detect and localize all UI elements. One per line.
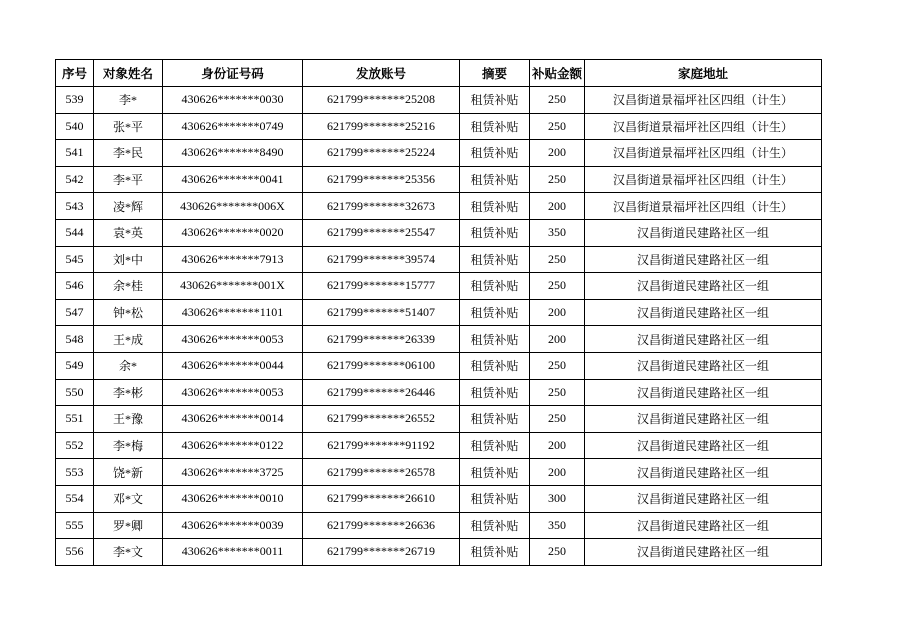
- table-row: [56, 166, 822, 193]
- cell-account: 621799*******26339: [303, 326, 460, 353]
- cell-amount: 200: [530, 140, 585, 167]
- cell-id-number: 430626*******0053: [163, 326, 303, 353]
- cell-index: 546: [56, 273, 94, 300]
- cell-account: 621799*******26610: [303, 485, 460, 512]
- cell-summary: 租赁补贴: [460, 246, 530, 273]
- cell-account: 621799*******25356: [303, 166, 460, 193]
- cell-name: 李*彬: [94, 379, 163, 406]
- cell-address: 汉昌街道民建路社区一组: [585, 379, 822, 406]
- cell-id-number: 430626*******0039: [163, 512, 303, 539]
- cell-amount: 200: [530, 299, 585, 326]
- cell-index: 539: [56, 87, 94, 114]
- cell-index: 549: [56, 352, 94, 379]
- cell-id-number: 430626*******0122: [163, 432, 303, 459]
- cell-account: 621799*******32673: [303, 193, 460, 220]
- cell-id-number: 430626*******0041: [163, 166, 303, 193]
- cell-address: 汉昌街道民建路社区一组: [585, 485, 822, 512]
- cell-address: 汉昌街道民建路社区一组: [585, 512, 822, 539]
- header-summary: 摘要: [460, 60, 530, 87]
- cell-summary: 租赁补贴: [460, 459, 530, 486]
- cell-address: 汉昌街道民建路社区一组: [585, 326, 822, 353]
- cell-address: 汉昌街道民建路社区一组: [585, 432, 822, 459]
- cell-account: 621799*******26552: [303, 406, 460, 433]
- cell-index: 543: [56, 193, 94, 220]
- cell-index: 542: [56, 166, 94, 193]
- cell-address: 汉昌街道景福坪社区四组（计生）: [585, 140, 822, 167]
- cell-id-number: 430626*******0044: [163, 352, 303, 379]
- cell-name: 罗*卿: [94, 512, 163, 539]
- cell-amount: 200: [530, 459, 585, 486]
- cell-summary: 租赁补贴: [460, 432, 530, 459]
- cell-summary: 租赁补贴: [460, 485, 530, 512]
- table-row: [56, 246, 822, 273]
- table-row: [56, 140, 822, 167]
- cell-account: 621799*******25216: [303, 113, 460, 140]
- cell-name: 张*平: [94, 113, 163, 140]
- cell-amount: 350: [530, 512, 585, 539]
- cell-index: 541: [56, 140, 94, 167]
- table-row: [56, 459, 822, 486]
- cell-name: 王*成: [94, 326, 163, 353]
- cell-account: 621799*******25208: [303, 87, 460, 114]
- cell-summary: 租赁补贴: [460, 352, 530, 379]
- header-amount: 补贴金额: [530, 60, 585, 87]
- header-id-number: 身份证号码: [163, 60, 303, 87]
- table-row: [56, 219, 822, 246]
- cell-id-number: 430626*******1101: [163, 299, 303, 326]
- cell-address: 汉昌街道民建路社区一组: [585, 539, 822, 566]
- cell-address: 汉昌街道景福坪社区四组（计生）: [585, 87, 822, 114]
- table-row: [56, 113, 822, 140]
- cell-amount: 250: [530, 379, 585, 406]
- cell-id-number: 430626*******006X: [163, 193, 303, 220]
- cell-id-number: 430626*******0011: [163, 539, 303, 566]
- cell-id-number: 430626*******0020: [163, 219, 303, 246]
- cell-address: 汉昌街道民建路社区一组: [585, 459, 822, 486]
- cell-index: 554: [56, 485, 94, 512]
- cell-id-number: 430626*******7913: [163, 246, 303, 273]
- cell-summary: 租赁补贴: [460, 273, 530, 300]
- cell-index: 540: [56, 113, 94, 140]
- cell-index: 556: [56, 539, 94, 566]
- header-row: [56, 60, 822, 87]
- cell-summary: 租赁补贴: [460, 326, 530, 353]
- cell-account: 621799*******15777: [303, 273, 460, 300]
- cell-name: 饶*新: [94, 459, 163, 486]
- cell-name: 余*桂: [94, 273, 163, 300]
- table-row: [56, 379, 822, 406]
- cell-index: 547: [56, 299, 94, 326]
- cell-id-number: 430626*******001X: [163, 273, 303, 300]
- cell-summary: 租赁补贴: [460, 406, 530, 433]
- cell-index: 552: [56, 432, 94, 459]
- cell-account: 621799*******26719: [303, 539, 460, 566]
- cell-address: 汉昌街道民建路社区一组: [585, 273, 822, 300]
- cell-name: 凌*辉: [94, 193, 163, 220]
- cell-name: 余*: [94, 352, 163, 379]
- cell-name: 李*民: [94, 140, 163, 167]
- cell-account: 621799*******25224: [303, 140, 460, 167]
- cell-address: 汉昌街道景福坪社区四组（计生）: [585, 113, 822, 140]
- cell-address: 汉昌街道民建路社区一组: [585, 246, 822, 273]
- cell-summary: 租赁补贴: [460, 512, 530, 539]
- cell-account: 621799*******06100: [303, 352, 460, 379]
- cell-amount: 250: [530, 113, 585, 140]
- cell-name: 李*文: [94, 539, 163, 566]
- cell-account: 621799*******26636: [303, 512, 460, 539]
- cell-amount: 250: [530, 406, 585, 433]
- cell-amount: 250: [530, 87, 585, 114]
- cell-index: 555: [56, 512, 94, 539]
- cell-account: 621799*******51407: [303, 299, 460, 326]
- cell-id-number: 430626*******0030: [163, 87, 303, 114]
- cell-address: 汉昌街道民建路社区一组: [585, 352, 822, 379]
- cell-id-number: 430626*******0749: [163, 113, 303, 140]
- table-row: [56, 485, 822, 512]
- cell-account: 621799*******91192: [303, 432, 460, 459]
- cell-name: 钟*松: [94, 299, 163, 326]
- cell-account: 621799*******26446: [303, 379, 460, 406]
- header-address: 家庭地址: [585, 60, 822, 87]
- cell-index: 553: [56, 459, 94, 486]
- cell-account: 621799*******39574: [303, 246, 460, 273]
- cell-summary: 租赁补贴: [460, 299, 530, 326]
- cell-id-number: 430626*******0053: [163, 379, 303, 406]
- cell-index: 545: [56, 246, 94, 273]
- cell-index: 544: [56, 219, 94, 246]
- cell-summary: 租赁补贴: [460, 87, 530, 114]
- cell-name: 李*: [94, 87, 163, 114]
- cell-address: 汉昌街道民建路社区一组: [585, 406, 822, 433]
- cell-amount: 200: [530, 326, 585, 353]
- cell-amount: 250: [530, 166, 585, 193]
- cell-id-number: 430626*******8490: [163, 140, 303, 167]
- cell-summary: 租赁补贴: [460, 193, 530, 220]
- cell-index: 550: [56, 379, 94, 406]
- cell-id-number: 430626*******3725: [163, 459, 303, 486]
- cell-address: 汉昌街道民建路社区一组: [585, 299, 822, 326]
- table-row: [56, 406, 822, 433]
- cell-index: 551: [56, 406, 94, 433]
- cell-summary: 租赁补贴: [460, 539, 530, 566]
- cell-amount: 200: [530, 432, 585, 459]
- cell-summary: 租赁补贴: [460, 219, 530, 246]
- table-row: [56, 352, 822, 379]
- subsidy-table: [55, 59, 822, 566]
- cell-amount: 300: [530, 485, 585, 512]
- cell-summary: 租赁补贴: [460, 379, 530, 406]
- cell-address: 汉昌街道民建路社区一组: [585, 219, 822, 246]
- header-account: 发放账号: [303, 60, 460, 87]
- cell-name: 李*平: [94, 166, 163, 193]
- cell-amount: 350: [530, 219, 585, 246]
- cell-amount: 250: [530, 352, 585, 379]
- cell-index: 548: [56, 326, 94, 353]
- cell-amount: 250: [530, 273, 585, 300]
- cell-summary: 租赁补贴: [460, 113, 530, 140]
- table-row: [56, 87, 822, 114]
- cell-amount: 200: [530, 193, 585, 220]
- header-name: 对象姓名: [94, 60, 163, 87]
- cell-name: 王*豫: [94, 406, 163, 433]
- header-index: 序号: [56, 60, 94, 87]
- cell-address: 汉昌街道景福坪社区四组（计生）: [585, 166, 822, 193]
- cell-name: 刘*中: [94, 246, 163, 273]
- table-row: [56, 512, 822, 539]
- cell-amount: 250: [530, 539, 585, 566]
- cell-summary: 租赁补贴: [460, 140, 530, 167]
- cell-summary: 租赁补贴: [460, 166, 530, 193]
- table-row: [56, 432, 822, 459]
- cell-account: 621799*******25547: [303, 219, 460, 246]
- cell-id-number: 430626*******0014: [163, 406, 303, 433]
- cell-account: 621799*******26578: [303, 459, 460, 486]
- cell-amount: 250: [530, 246, 585, 273]
- cell-name: 邓*文: [94, 485, 163, 512]
- cell-name: 袁*英: [94, 219, 163, 246]
- table-row: [56, 326, 822, 353]
- table-row: [56, 273, 822, 300]
- table-row: [56, 539, 822, 566]
- cell-address: 汉昌街道景福坪社区四组（计生）: [585, 193, 822, 220]
- cell-name: 李*梅: [94, 432, 163, 459]
- table-row: [56, 193, 822, 220]
- table-row: [56, 299, 822, 326]
- cell-id-number: 430626*******0010: [163, 485, 303, 512]
